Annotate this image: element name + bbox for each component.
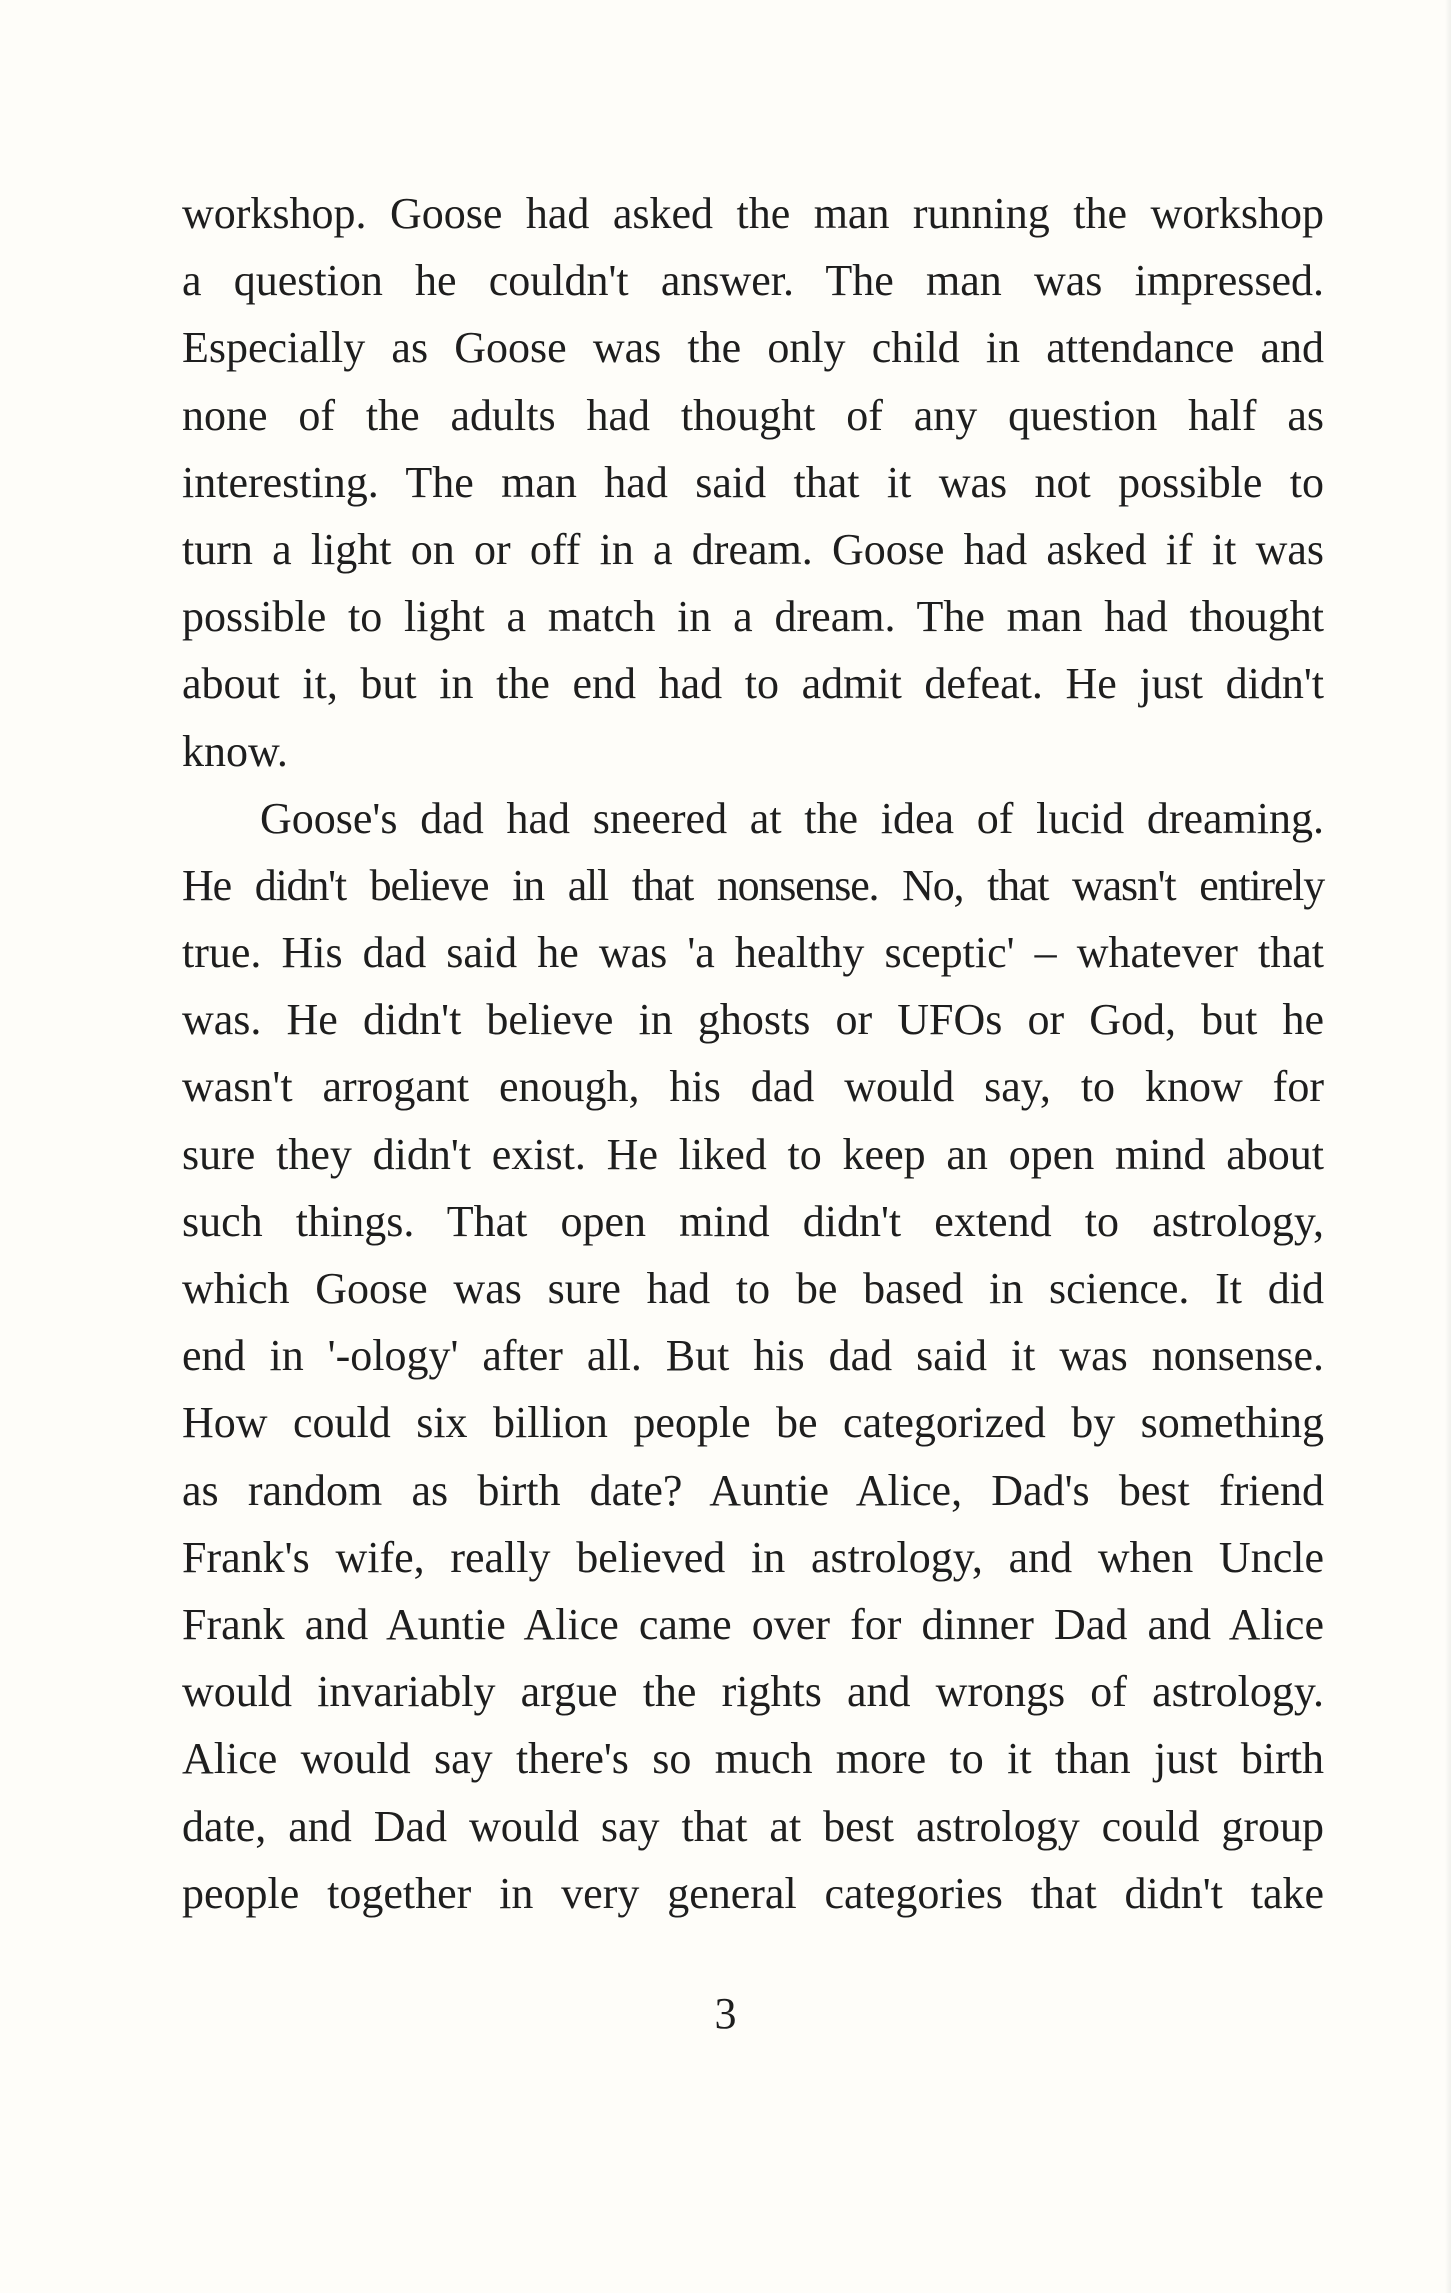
text-line: date, and Dad would say that at best astrology could group	[182, 1801, 1324, 1851]
text-line: He didn't believe in all that nonsense. No, that wasn't entirely	[182, 860, 1324, 910]
text-line: which Goose was sure had to be based in science. It did	[182, 1264, 1324, 1313]
text-line: such things. That open mind didn't extend to astrology,	[182, 1196, 1324, 1246]
text-line: turn a light on or off in a dream. Goose had asked if it was	[182, 524, 1324, 574]
text-line: end in '-ology' after all. But his dad said it was nonsense.	[182, 1331, 1324, 1381]
text-line: true. His dad said he was 'a healthy sceptic' – whatever that	[182, 928, 1324, 978]
text-line: know.	[182, 726, 288, 776]
text-line: none of the adults had thought of any question half as	[182, 390, 1324, 440]
text-line: sure they didn't exist. He liked to keep an open mind about	[182, 1129, 1324, 1179]
text-line: Frank's wife, really believed in astrology, and when Uncle	[182, 1532, 1324, 1582]
text-line: wasn't arrogant enough, his dad would say, to know for	[182, 1062, 1324, 1112]
text-line: Frank and Auntie Alice came over for dinner Dad and Alice	[182, 1599, 1324, 1649]
text-line: was. He didn't believe in ghosts or UFOs or God, but he	[182, 995, 1324, 1045]
text-line: interesting. The man had said that it was not possible to	[182, 457, 1324, 507]
text-line: possible to light a match in a dream. The man had thought	[182, 592, 1324, 642]
text-line: How could six billion people be categorized by something	[182, 1398, 1324, 1448]
text-line: would invariably argue the rights and wrongs of astrology.	[182, 1667, 1324, 1717]
body-text	[182, 180, 1324, 1927]
page-number: 3	[714, 1989, 737, 2038]
paragraph-2	[182, 785, 1324, 1927]
text-line: about it, but in the end had to admit defeat. He just didn't	[182, 659, 1324, 709]
text-line: as random as birth date? Auntie Alice, Dad's best friend	[182, 1465, 1324, 1515]
text-line: a question he couldn't answer. The man was impressed.	[182, 256, 1324, 306]
text-line: people together in very general categories that didn't take	[182, 1868, 1324, 1918]
text-line: Goose's dad had sneered at the idea of lucid dreaming.	[260, 793, 1324, 843]
paragraph-1	[182, 180, 1324, 785]
text-line: Especially as Goose was the only child in attendance and	[182, 323, 1324, 373]
text-line: workshop. Goose had asked the man running the workshop	[182, 189, 1324, 238]
text-line: Alice would say there's so much more to it than just birth	[182, 1734, 1324, 1784]
